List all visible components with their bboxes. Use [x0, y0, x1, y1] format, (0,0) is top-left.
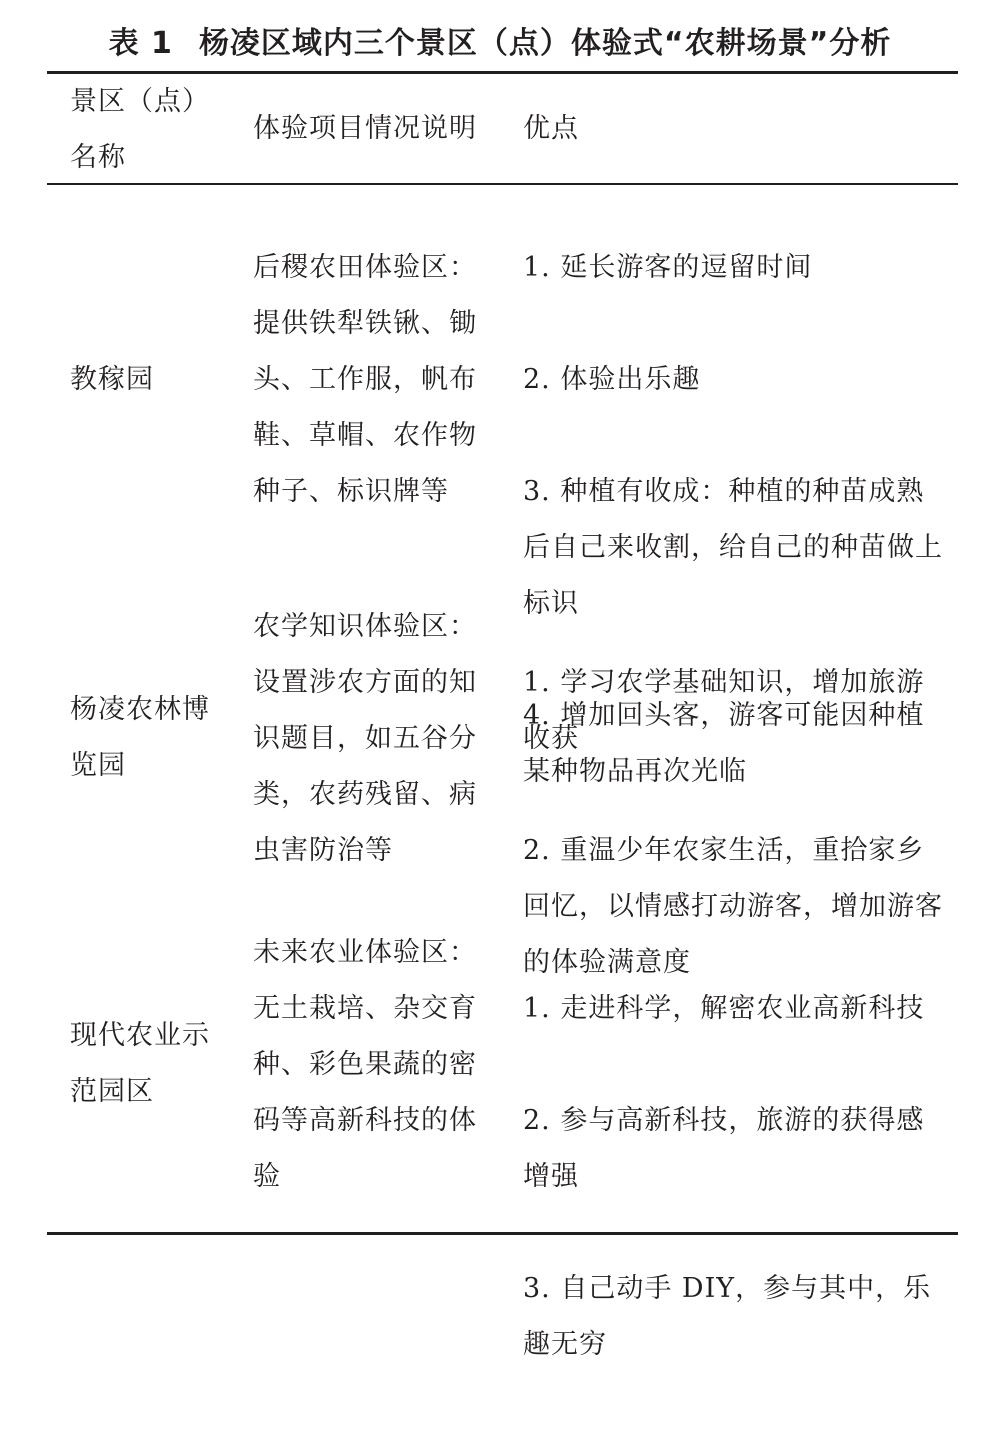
row-1-name: 教稼园 — [70, 364, 154, 395]
table-bottom-rule — [47, 1232, 958, 1235]
row-3-merit-1: 1. 走进科学，解密农业高新科技 — [523, 993, 925, 1024]
table-number: 表 1 — [108, 26, 173, 61]
row-3-name: 现代农业示 范园区 — [70, 1020, 210, 1107]
table-caption — [0, 20, 1000, 68]
column-header-name: 景区（点） 名称 — [70, 86, 210, 173]
row-2-merit-1: 1. 学习农学基础知识，增加旅游收获 — [523, 667, 925, 754]
table-title: 杨凌区域内三个景区（点）体验式“农耕场景”分析 — [198, 26, 892, 61]
row-3-merits — [523, 925, 943, 1429]
row-3-merit-2: 2. 参与高新科技，旅游的获得感增强 — [523, 1105, 925, 1192]
row-1-merit-2: 2. 体验出乐趣 — [523, 364, 701, 395]
row-2-name: 杨凌农林博 览园 — [70, 694, 210, 781]
row-3-merit-3: 3. 自己动手 DIY，参与其中，乐趣无穷 — [523, 1273, 932, 1360]
row-3-description: 未来农业体验区： 无土栽培、杂交育 种、彩色果蔬的密 码等高新科技的体 验 — [253, 937, 477, 1192]
row-2-merit-2: 2. 重温少年农家生活，重拾家乡回忆，以情感打动游客，增加游客的体验满意度 — [523, 835, 943, 978]
row-1-merit-4: 4. 增加回头客，游客可能因种植某种物品再次光临 — [523, 700, 925, 787]
column-header-description: 体验项目情况说明 — [253, 113, 477, 144]
column-header-merits: 优点 — [523, 113, 579, 144]
row-1-merit-3: 3. 种植有收成：种植的种苗成熟后自己来收割，给自己的种苗做上标识 — [523, 476, 943, 619]
row-2-description: 农学知识体验区： 设置涉农方面的知 识题目，如五谷分 类，农药残留、病 虫害防治等 — [253, 611, 477, 866]
row-1-merit-1: 1. 延长游客的逗留时间 — [523, 252, 813, 283]
row-1-description: 后稷农田体验区： 提供铁犁铁锹、锄 头、工作服，帆布 鞋、草帽、农作物 种子、标识牌等 — [253, 252, 477, 507]
